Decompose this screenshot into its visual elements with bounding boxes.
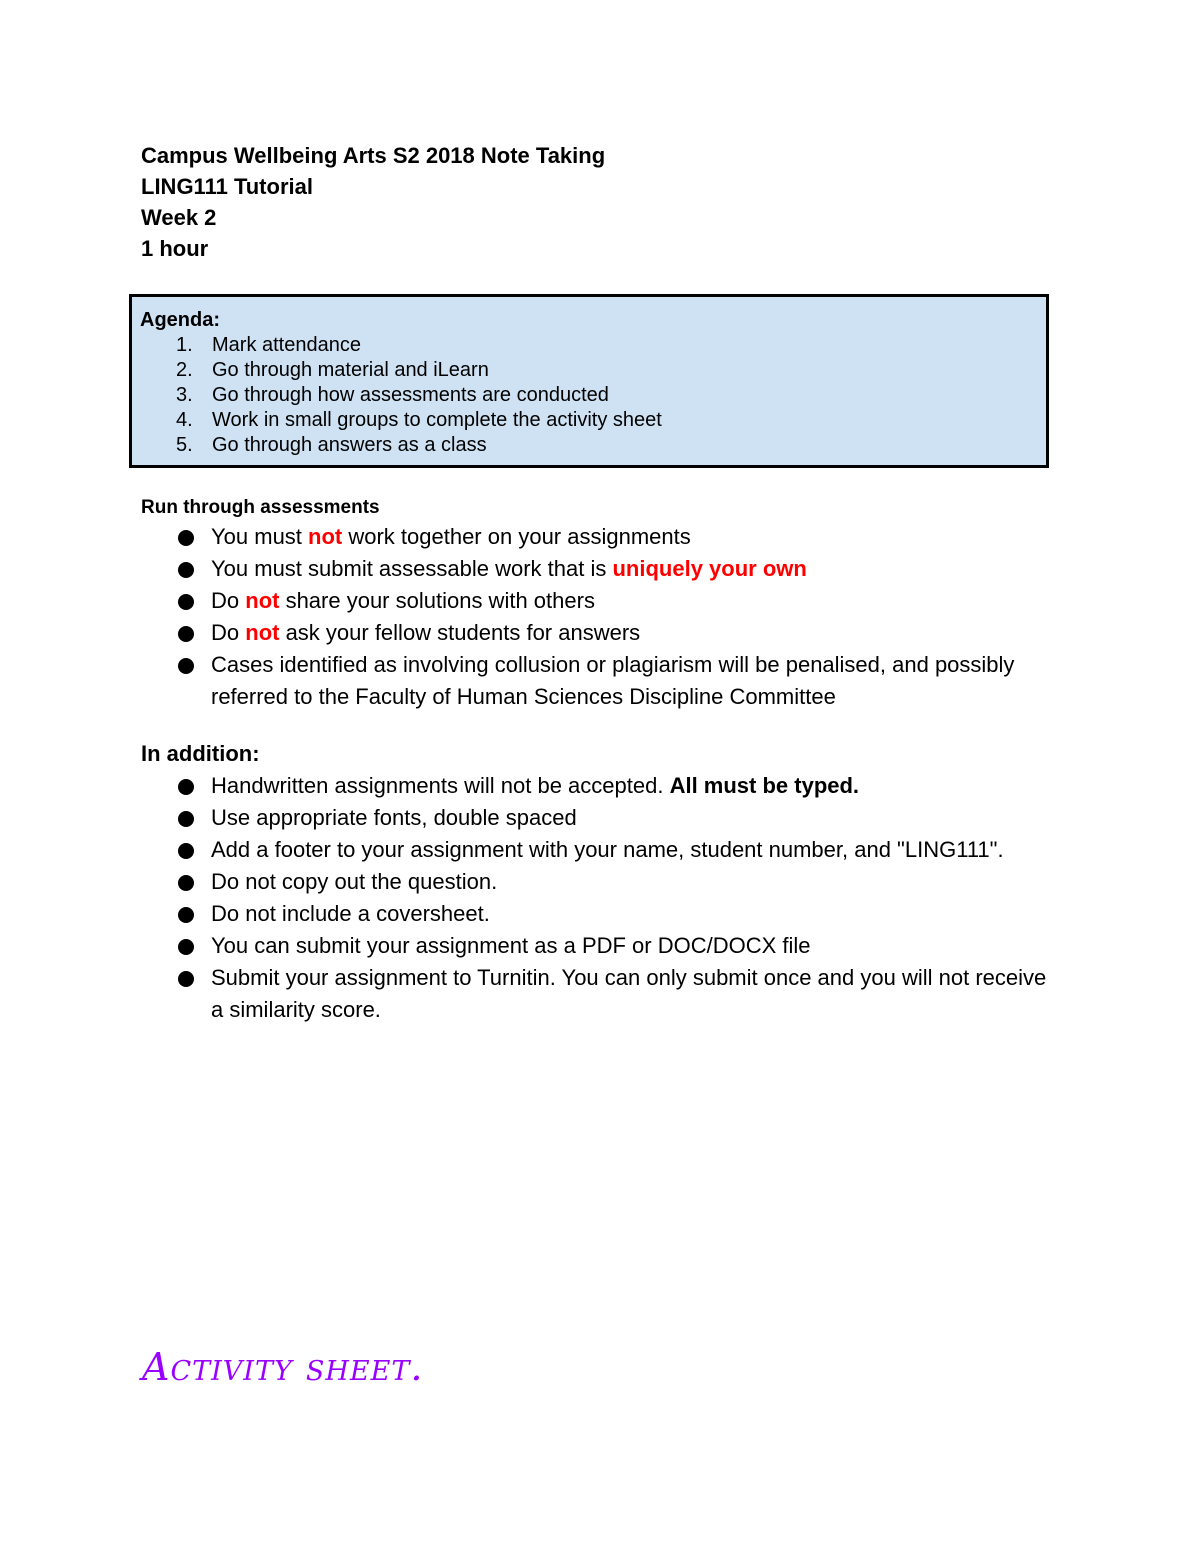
bullet-icon bbox=[178, 594, 194, 610]
agenda-item-number: 4. bbox=[176, 409, 193, 431]
agenda-list bbox=[176, 333, 662, 458]
bullet-icon bbox=[178, 971, 194, 987]
agenda-item-text: Go through material and iLearn bbox=[212, 359, 489, 381]
list-item bbox=[0, 649, 1051, 713]
item-text: You can submit your assignment as a PDF or DOC/DOCX file bbox=[211, 933, 811, 958]
addition-heading: In addition: bbox=[141, 741, 260, 766]
emphasis-text: uniquely your own bbox=[612, 556, 807, 581]
emphasis-text: not bbox=[245, 620, 280, 645]
list-item bbox=[0, 617, 1051, 649]
emphasis-text: not bbox=[245, 588, 280, 613]
list-item bbox=[0, 898, 1051, 930]
list-item bbox=[0, 770, 1051, 802]
agenda-title: Agenda: bbox=[140, 309, 220, 331]
bullet-icon bbox=[178, 530, 194, 546]
agenda-item bbox=[176, 383, 662, 408]
course-title: LING111 Tutorial bbox=[141, 174, 313, 199]
bullet-icon bbox=[178, 779, 194, 795]
item-text: You must submit assessable work that is bbox=[211, 556, 613, 581]
activity-sheet-heading: Activity sheet. bbox=[142, 1345, 424, 1389]
list-item bbox=[0, 962, 1051, 1026]
list-item bbox=[0, 866, 1051, 898]
item-text: Do bbox=[211, 620, 246, 645]
list-item bbox=[0, 585, 1051, 617]
agenda-item-text: Work in small groups to complete the activity sheet bbox=[212, 409, 662, 431]
item-text: work together on your assignments bbox=[342, 524, 691, 549]
bullet-icon bbox=[178, 658, 194, 674]
duration-label: 1 hour bbox=[141, 236, 209, 261]
agenda-item bbox=[176, 408, 662, 433]
list-item bbox=[0, 802, 1051, 834]
item-text: Handwritten assignments will not be accepted. bbox=[211, 773, 670, 798]
agenda-item-text: Go through answers as a class bbox=[212, 434, 487, 456]
item-text: You must bbox=[211, 524, 309, 549]
list-item bbox=[0, 521, 1051, 553]
agenda-item-number: 2. bbox=[176, 359, 193, 381]
week-label: Week 2 bbox=[141, 205, 217, 230]
list-item bbox=[0, 553, 1051, 585]
agenda-item-number: 5. bbox=[176, 434, 193, 456]
bullet-icon bbox=[178, 939, 194, 955]
item-text: Do not include a coversheet. bbox=[211, 901, 490, 926]
document-title: Campus Wellbeing Arts S2 2018 Note Taking bbox=[141, 143, 606, 168]
item-text: Submit your assignment to Turnitin. You can only submit once and you will not receive a similarity score. bbox=[211, 965, 1047, 1022]
bullet-icon bbox=[178, 843, 194, 859]
list-item bbox=[0, 930, 1051, 962]
item-text: Cases identified as involving collusion or plagiarism will be penalised, and possibly referred to the Faculty of Human Sciences Discipline Committee bbox=[211, 652, 1015, 709]
item-text: ask your fellow students for answers bbox=[279, 620, 641, 645]
addition-list bbox=[0, 770, 1051, 1026]
item-text: share your solutions with others bbox=[279, 588, 595, 613]
bullet-icon bbox=[178, 811, 194, 827]
agenda-item-number: 1. bbox=[176, 334, 193, 356]
item-text: Use appropriate fonts, double spaced bbox=[211, 805, 577, 830]
bullet-icon bbox=[178, 626, 194, 642]
list-item bbox=[0, 834, 1051, 866]
item-text: Add a footer to your assignment with your name, student number, and "LING111". bbox=[211, 837, 1004, 862]
document-header bbox=[141, 140, 605, 264]
agenda-item-text: Mark attendance bbox=[212, 334, 361, 356]
strong-text: All must be typed. bbox=[669, 773, 860, 798]
agenda-item bbox=[176, 433, 662, 458]
agenda-item-text: Go through how assessments are conducted bbox=[212, 384, 609, 406]
bullet-icon bbox=[178, 907, 194, 923]
agenda-item bbox=[176, 333, 662, 358]
item-text: Do not copy out the question. bbox=[211, 869, 498, 894]
assessments-heading: Run through assessments bbox=[141, 497, 380, 518]
item-text: Do bbox=[211, 588, 246, 613]
agenda-item bbox=[176, 358, 662, 383]
bullet-icon bbox=[178, 875, 194, 891]
agenda-item-number: 3. bbox=[176, 384, 193, 406]
agenda-box bbox=[129, 294, 1049, 468]
bullet-icon bbox=[178, 562, 194, 578]
emphasis-text: not bbox=[308, 524, 343, 549]
assessments-list bbox=[0, 521, 1051, 713]
